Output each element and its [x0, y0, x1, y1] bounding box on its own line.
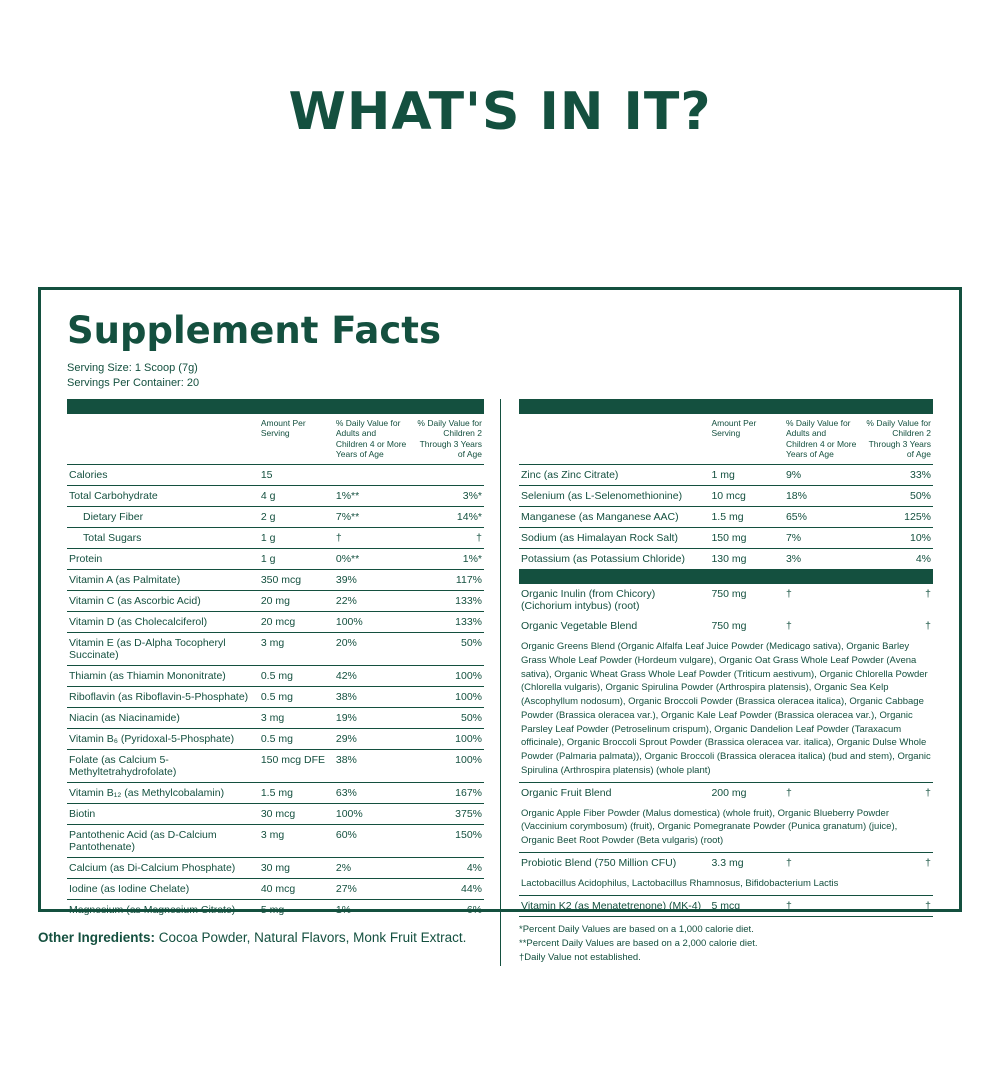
nutrient-dv-adults: 60% [334, 825, 409, 858]
other-ingredients-value: Cocoa Powder, Natural Flavors, Monk Fruit Extract. [158, 930, 467, 945]
nutrient-dv-children: 133% [409, 612, 484, 633]
nutrient-dv-adults: 2% [334, 858, 409, 879]
nutrient-dv-children: 3%* [409, 486, 484, 507]
ingredient-dv-children: † [925, 620, 931, 633]
nutrient-amount: 0.5 mg [259, 687, 334, 708]
nutrient-name: Selenium (as L-Selenomethionine) [519, 486, 709, 507]
nutrient-amount: 1.5 mg [709, 507, 784, 528]
nutrient-dv-children: 4% [409, 858, 484, 879]
ingredient-name: Organic Vegetable Blend [521, 620, 638, 633]
nutrient-dv-children: 50% [409, 708, 484, 729]
nutrient-amount: 30 mcg [259, 804, 334, 825]
nutrient-name: Calcium (as Di-Calcium Phosphate) [67, 858, 259, 879]
header-dv-adults: % Daily Value for Adults and Children 4 or More Years of Age [784, 414, 859, 465]
header-blank [519, 414, 709, 465]
ingredient-name: Organic Inulin (from Chicory) (Cichorium intybus) (root) [521, 588, 656, 613]
footnote-1000-calorie: *Percent Daily Values are based on a 1,000 calorie diet. [519, 923, 754, 935]
nutrient-name: Sodium (as Himalayan Rock Salt) [519, 528, 709, 549]
nutrient-dv-children: 100% [409, 666, 484, 687]
header-dv-children: % Daily Value for Children 2 Through 3 Years of Age [858, 414, 933, 465]
ingredient-amount: 3.3 mg [711, 856, 744, 869]
serving-size: Serving Size: 1 Scoop (7g) [67, 361, 198, 374]
table-row [67, 900, 484, 921]
header-amount: Amount Per Serving [709, 414, 784, 465]
nutrient-dv-adults: 100% [334, 612, 409, 633]
servings-per-container: Servings Per Container: 20 [67, 376, 200, 389]
nutrient-amount: 3 mg [259, 708, 334, 729]
nutrient-name: Pantothenic Acid (as D-Calcium Pantothenate) [67, 825, 259, 858]
nutrient-amount: 1 g [259, 528, 334, 549]
nutrient-name: Zinc (as Zinc Citrate) [519, 465, 709, 486]
nutrient-name: Manganese (as Manganese AAC) [519, 507, 709, 528]
nutrient-amount: 20 mg [259, 591, 334, 612]
ingredient-amount: 5 mcg [709, 895, 784, 916]
nutrient-dv-adults [334, 465, 409, 486]
nutrient-dv-children: 100% [409, 687, 484, 708]
table-row [519, 528, 933, 549]
ingredient-dv-adults: † [785, 620, 792, 633]
nutrient-dv-children: 117% [409, 570, 484, 591]
nutrient-name: Vitamin C (as Ascorbic Acid) [67, 591, 259, 612]
facts-column-left [67, 399, 500, 966]
ingredient-amount: 750 mg [711, 588, 747, 601]
nutrient-amount: 30 mg [259, 858, 334, 879]
nutrient-table-right [519, 399, 933, 917]
nutrient-dv-children: 6% [466, 904, 482, 917]
nutrient-amount: 20 mcg [259, 612, 334, 633]
table-row [67, 633, 484, 666]
ingredient-name: Probiotic Blend (750 Million CFU) [521, 856, 677, 869]
nutrient-name: Thiamin (as Thiamin Mononitrate) [67, 666, 259, 687]
nutrient-amount: 350 mcg [259, 570, 334, 591]
footnote-2000-calorie: **Percent Daily Values are based on a 2,000 calorie diet. [519, 938, 758, 949]
nutrient-amount: 15 [259, 465, 334, 486]
nutrient-amount: 4 g [259, 486, 334, 507]
table-row [519, 616, 933, 636]
nutrient-dv-children: 50% [858, 486, 933, 507]
blend-description-row [519, 803, 933, 853]
nutrient-dv-children: † [409, 528, 484, 549]
table-row [67, 687, 484, 708]
table-row [67, 486, 484, 507]
table-row [67, 729, 484, 750]
table-row [67, 879, 484, 900]
facts-columns [67, 399, 933, 966]
nutrient-dv-adults: † [334, 528, 409, 549]
nutrient-name: Biotin [67, 804, 259, 825]
nutrient-name: Iodine (as Iodine Chelate) [67, 879, 259, 900]
table-row [67, 528, 484, 549]
nutrient-name: Calories [67, 465, 259, 486]
nutrient-dv-children: 33% [858, 465, 933, 486]
nutrient-amount: 150 mg [709, 528, 784, 549]
nutrient-dv-adults: 38% [334, 750, 409, 783]
nutrient-dv-adults: 19% [334, 708, 409, 729]
nutrient-dv-children: 375% [409, 804, 484, 825]
nutrient-amount: 5 mg [260, 904, 285, 917]
ingredient-dv-adults: † [785, 588, 792, 601]
blend-description: Lactobacillus Acidophilus, Lactobacillus Rhamnosus, Bifidobacterium Lactis [519, 873, 933, 895]
nutrient-amount: 0.5 mg [259, 729, 334, 750]
nutrient-amount: 0.5 mg [259, 666, 334, 687]
table-row [67, 570, 484, 591]
blend-description: Organic Apple Fiber Powder (Malus domestica) (whole fruit), Organic Blueberry Powder (Vaccinium corymbosum) (fruit), Organic Pomegranate Powder (Punica granatum) (juice), Organic Beet Root Powder (Beta vulgaris) (root) [519, 803, 933, 853]
blend-description-row [519, 873, 933, 895]
nutrient-dv-adults: 42% [334, 666, 409, 687]
nutrient-dv-children [409, 465, 484, 486]
table-row [67, 804, 484, 825]
page-title: WHAT'S IN IT? [288, 82, 712, 142]
supplement-facts-title: Supplement Facts [67, 309, 442, 352]
nutrient-dv-children: 167% [409, 783, 484, 804]
table-header-right [519, 414, 933, 465]
thick-rule [519, 399, 933, 414]
nutrient-name: Vitamin B₁₂ (as Methylcobalamin) [67, 783, 259, 804]
nutrient-name: Folate (as Calcium 5-Methyltetrahydrofolate) [67, 750, 259, 783]
nutrient-amount: 130 mg [711, 553, 747, 566]
table-row [67, 549, 484, 570]
ingredient-dv-adults: † [785, 856, 792, 869]
thick-rule [519, 569, 933, 584]
table-row [519, 549, 933, 570]
table-row [67, 750, 484, 783]
ingredient-name: Organic Fruit Blend [521, 786, 612, 799]
header-amount: Amount Per Serving [259, 414, 334, 465]
table-row [519, 782, 933, 803]
ingredient-amount: 200 mg [711, 786, 747, 799]
blend-description: Organic Greens Blend (Organic Alfalfa Leaf Juice Powder (Medicago sativa), Organic Barley Grass Whole Leaf Powder (Hordeum vulgare), Organic Oat Grass Whole Leaf Powder (Avena sativa), Organic Wheat Grass Whole Leaf Powder (Triticum aestivum), Organic Chlorella Powder (Chlorella vulgaris), Organic Spirulina Powder (Arthrospira platensis), Organic Sea Kelp (Ascophyllum nodosum), Organic Broccoli Powder (Brassica oleracea italica), Organic Cabbage Powder (Brassica oleracea var.), Organic Kale Leaf Powder (Brassica oleracea var.), Organic Parsley Leaf Powder (Petroselinum crispum), Organic Dandelion Leaf Powder (Taraxacum officinale), Organic Broccoli Sprout Powder (Brassica oleracea var. italica), Organic Dulse Whole Powder (Palmaria palmata)), Organic Broccoli (Brassica oleracea italica) (bud and stem), Organic Spirulina (Arthrospira platensis) (whole plant) [519, 636, 933, 782]
table-row [67, 858, 484, 879]
nutrient-name: Magnesium (as Magnesium Citrate) [69, 904, 236, 917]
header-dv-children: % Daily Value for Children 2 Through 3 Years of Age [409, 414, 484, 465]
nutrient-dv-adults: 22% [334, 591, 409, 612]
nutrient-name: Total Carbohydrate [67, 486, 259, 507]
nutrient-name: Potassium (as Potassium Chloride) [521, 553, 685, 566]
nutrient-dv-adults: 20% [334, 633, 409, 666]
table-row [67, 591, 484, 612]
nutrient-table-left [67, 399, 484, 921]
nutrient-amount: 1 g [259, 549, 334, 570]
nutrient-name: Protein [67, 549, 259, 570]
nutrient-name: Vitamin E (as D-Alpha Tocopheryl Succinate) [67, 633, 259, 666]
table-row [67, 783, 484, 804]
nutrient-dv-adults: 27% [334, 879, 409, 900]
nutrient-dv-adults: 0%** [334, 549, 409, 570]
ingredient-amount: 750 mg [711, 620, 747, 633]
nutrient-amount: 40 mcg [259, 879, 334, 900]
table-row [519, 584, 933, 616]
ingredient-dv-children: † [925, 588, 931, 601]
nutrient-dv-children: 1%* [409, 549, 484, 570]
nutrient-amount: 1 mg [709, 465, 784, 486]
nutrient-amount: 2 g [259, 507, 334, 528]
ingredient-dv-children: † [925, 856, 931, 869]
nutrient-amount: 1.5 mg [259, 783, 334, 804]
header-dv-adults: % Daily Value for Adults and Children 4 or More Years of Age [334, 414, 409, 465]
nutrient-dv-adults: 1%** [334, 486, 409, 507]
nutrient-dv-children: 100% [409, 729, 484, 750]
ingredient-dv-children: † [858, 895, 933, 916]
facts-column-right [500, 399, 933, 966]
nutrient-name: Total Sugars [67, 528, 259, 549]
serving-info [67, 361, 933, 391]
table-row [67, 666, 484, 687]
blend-description-row [519, 636, 933, 782]
nutrient-name: Vitamin D (as Cholecalciferol) [67, 612, 259, 633]
table-row [519, 465, 933, 486]
nutrient-dv-children: 100% [409, 750, 484, 783]
ingredient-dv-adults: † [785, 786, 792, 799]
table-row [67, 465, 484, 486]
nutrient-dv-adults: 29% [334, 729, 409, 750]
nutrient-dv-adults: 3% [785, 553, 802, 566]
nutrient-amount: 150 mcg DFE [259, 750, 334, 783]
table-row [519, 852, 933, 873]
nutrient-dv-children: 10% [858, 528, 933, 549]
nutrient-name: Dietary Fiber [67, 507, 259, 528]
table-row [519, 507, 933, 528]
nutrient-dv-adults: 39% [334, 570, 409, 591]
ingredient-dv-adults: † [784, 895, 859, 916]
other-ingredients [38, 930, 466, 945]
nutrient-dv-children: 14%* [409, 507, 484, 528]
nutrient-dv-children: 50% [409, 633, 484, 666]
nutrient-dv-adults: 38% [334, 687, 409, 708]
ingredient-name: Vitamin K2 (as Menatetrenone) (MK-4) [519, 895, 709, 916]
other-ingredients-label: Other Ingredients: [38, 930, 156, 945]
table-row [67, 708, 484, 729]
table-row [519, 895, 933, 916]
table-row [67, 612, 484, 633]
nutrient-dv-children: 4% [915, 553, 931, 566]
footnote-daily-value: †Daily Value not established. [519, 952, 641, 964]
table-row [67, 825, 484, 858]
header-blank [67, 414, 259, 465]
nutrient-name: Riboflavin (as Riboflavin-5-Phosphate) [67, 687, 259, 708]
nutrient-dv-children: 44% [409, 879, 484, 900]
nutrient-amount: 3 mg [259, 825, 334, 858]
nutrient-amount: 3 mg [259, 633, 334, 666]
nutrient-dv-adults: 9% [784, 465, 859, 486]
nutrient-dv-adults: 7%** [334, 507, 409, 528]
nutrient-dv-adults: 100% [334, 804, 409, 825]
nutrient-dv-adults: 18% [784, 486, 859, 507]
nutrient-dv-adults: 63% [334, 783, 409, 804]
ingredient-dv-children: † [925, 786, 931, 799]
nutrient-dv-adults: 1% [335, 904, 352, 917]
nutrient-dv-children: 125% [858, 507, 933, 528]
thick-rule [67, 399, 484, 414]
footnotes [519, 917, 933, 966]
table-row [519, 486, 933, 507]
nutrient-name: Niacin (as Niacinamide) [67, 708, 259, 729]
nutrient-name: Vitamin A (as Palmitate) [67, 570, 259, 591]
table-row [67, 507, 484, 528]
table-header-left [67, 414, 484, 465]
nutrient-amount: 10 mcg [709, 486, 784, 507]
nutrient-dv-children: 150% [409, 825, 484, 858]
nutrient-name: Vitamin B₆ (Pyridoxal-5-Phosphate) [67, 729, 259, 750]
nutrient-dv-adults: 65% [784, 507, 859, 528]
nutrient-dv-children: 133% [409, 591, 484, 612]
nutrient-dv-adults: 7% [784, 528, 859, 549]
